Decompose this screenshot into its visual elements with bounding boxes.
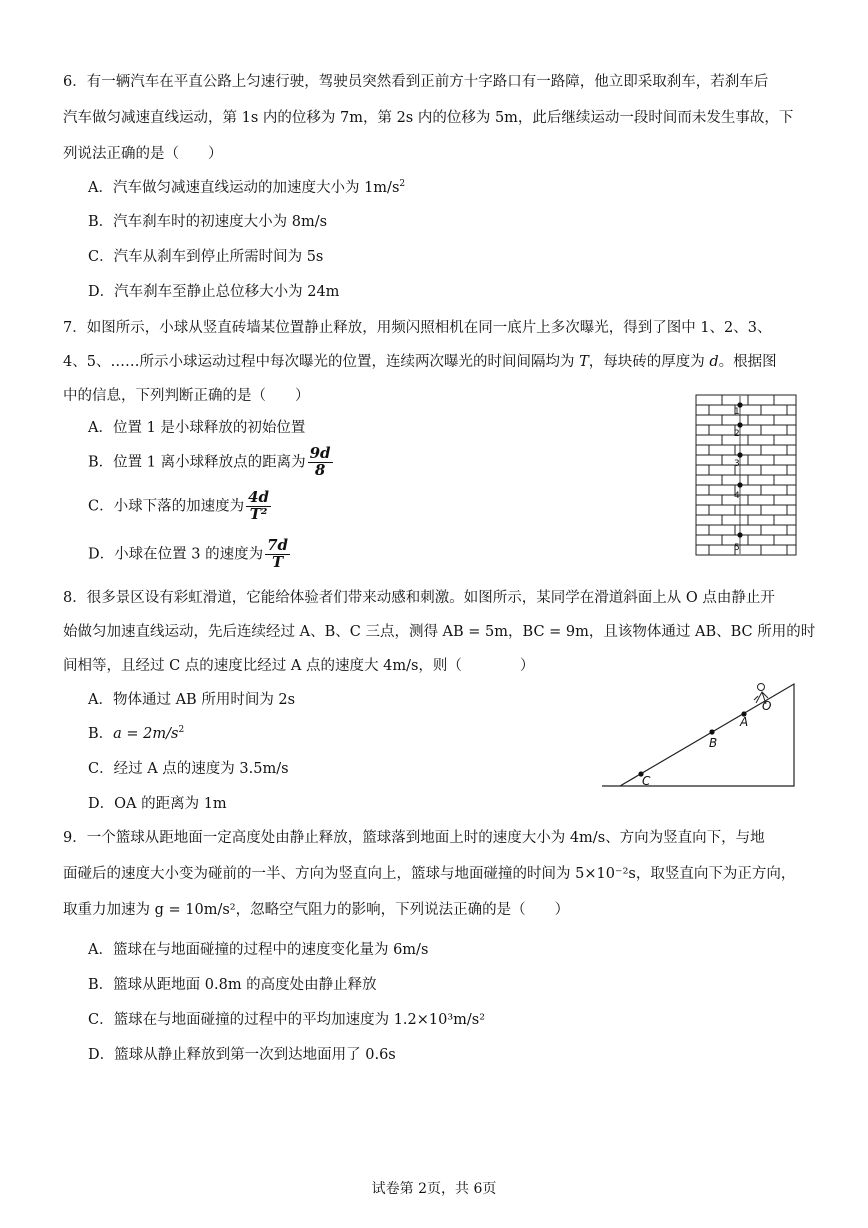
brick: [761, 465, 787, 475]
brick: [774, 535, 796, 545]
brick: [774, 515, 796, 525]
q9-option-c: C．篮球在与地面碰撞的过程中的平均加速度为 1.2×10³m/s²: [88, 1012, 486, 1028]
brick: [774, 415, 796, 425]
ball-position-dot: [737, 482, 742, 487]
brick: [748, 415, 774, 425]
q6-option-d: D．汽车刹车至静止总位移大小为 24m: [88, 284, 340, 300]
brick: [696, 525, 709, 535]
q7-stem-line3: 中的信息，下列判断正确的是（ ）: [63, 388, 310, 404]
position-label-2: 2: [734, 429, 740, 439]
brick: [696, 395, 722, 405]
q9-stem-line2: 面碰后的速度大小变为碰前的一半、方向为竖直向上，篮球与地面碰撞的时间为 5×10⁻²s，取竖直向下为正方向，: [63, 866, 796, 882]
brick: [748, 535, 774, 545]
brick: [748, 495, 774, 505]
brick: [696, 445, 709, 455]
brick: [748, 435, 774, 445]
brick: [787, 445, 796, 455]
q6-option-b: B．汽车刹车时的初速度大小为 8m/s: [88, 214, 328, 230]
q6-stem-line2: 汽车做匀减速直线运动，第 1s 内的位移为 7m，第 2s 内的位移为 5m，此后继续运动一段时间而未发生事故，下: [63, 110, 794, 126]
brick: [787, 505, 796, 515]
brick: [787, 545, 796, 555]
q6-option-a: A．汽车做匀减速直线运动的加速度大小为 $1m/s^2$: [88, 179, 406, 196]
page-footer: 试卷第 2页，共 6页: [371, 1181, 497, 1197]
brick: [696, 465, 709, 475]
brick: [774, 395, 796, 405]
q8-option-b: B．$a = 2m/s^2$: [88, 725, 185, 742]
brick: [709, 525, 735, 535]
position-label-3: 3: [734, 459, 740, 469]
brick: [709, 545, 735, 555]
brick: [774, 495, 796, 505]
brick: [761, 405, 787, 415]
q8-stem-line3: 间相等，且经过 C 点的速度比经过 A 点的速度大 4m/s，则（ ）: [63, 658, 535, 674]
position-label-4: 4: [734, 491, 740, 501]
brick: [761, 425, 787, 435]
brick: [696, 545, 709, 555]
q7-option-c: C．小球下落的加速度为 $\frac{4d}{\text{T²}}$: [88, 488, 270, 523]
brick: [696, 435, 722, 445]
q9-option-a: A．篮球在与地面碰撞的过程中的速度变化量为 6m/s: [88, 942, 429, 958]
q8-option-d: D．OA 的距离为 1m: [88, 796, 227, 812]
brick: [748, 455, 774, 465]
brick: [709, 445, 735, 455]
q7-stem-line2: 4、5、……所示小球运动过程中每次曝光的位置，连续两次曝光的时间间隔均为 T，每块砖的厚度为 d。根据图: [63, 354, 777, 370]
brick: [709, 425, 735, 435]
brick: [761, 545, 787, 555]
brick: [709, 505, 735, 515]
brick: [761, 505, 787, 515]
brick: [696, 495, 722, 505]
brick: [761, 445, 787, 455]
brick: [722, 475, 748, 485]
q8-stem-line2: 始做匀加速直线运动，先后连续经过 A、B、C 三点，测得 AB = 5m，BC = 9m，且该物体通过 AB、BC 所用的时: [63, 624, 816, 640]
brick: [696, 535, 722, 545]
brick: [696, 515, 722, 525]
point-o-label: O: [762, 699, 772, 713]
position-label-5: 5: [734, 543, 740, 553]
brick: [761, 525, 787, 535]
q7-option-d: D．小球在位置 3 的速度为 $\frac{7d}{T}$: [88, 536, 289, 571]
q9-stem-line1: 9．一个篮球从距地面一定高度处由静止释放，篮球落到地面上时的速度大小为 4m/s、方向为竖直向下，与地: [63, 830, 765, 846]
q7-option-a: A．位置 1 是小球释放的初始位置: [88, 420, 306, 436]
slide-incline-figure: [598, 676, 802, 790]
brick: [722, 395, 748, 405]
q8-stem-line1: 8．很多景区设有彩虹滑道，它能给体验者们带来动感和刺激。如图所示，某同学在滑道斜面上从 O 点由静止开: [63, 590, 775, 606]
brick: [761, 485, 787, 495]
brick: [774, 455, 796, 465]
q9-stem-line3: 取重力加速为 g = 10m/s²，忽略空气阻力的影响，下列说法正确的是（ ）: [63, 902, 570, 918]
brick: [722, 515, 748, 525]
brick: [787, 405, 796, 415]
brick: [748, 475, 774, 485]
q8-option-c: C．经过 A 点的速度为 3.5m/s: [88, 761, 289, 777]
brick: [696, 405, 709, 415]
point-a-label: A: [740, 715, 749, 729]
q7-stem-line1: 7．如图所示，小球从竖直砖墙某位置静止释放，用频闪照相机在同一底片上多次曝光，得到了图中 1、2、3、: [63, 320, 772, 336]
point-b-dot: [709, 729, 714, 734]
position-label-1: 1: [734, 407, 740, 417]
q9-option-d: D．篮球从静止释放到第一次到达地面用了 0.6s: [88, 1047, 396, 1063]
brick: [735, 505, 761, 515]
ball-position-dot: [737, 532, 742, 537]
brick: [696, 415, 722, 425]
point-c-label: C: [642, 774, 651, 788]
q6-option-c: C．汽车从刹车到停止所需时间为 5s: [88, 249, 324, 265]
brick: [696, 485, 709, 495]
brick: [696, 425, 709, 435]
brick: [787, 465, 796, 475]
brick: [748, 395, 774, 405]
brick: [696, 475, 722, 485]
q7-option-b: B．位置 1 离小球释放点的距离为 $\frac{9d}{8}$: [88, 444, 331, 479]
ball-position-dot: [737, 452, 742, 457]
point-b-label: B: [709, 736, 718, 750]
brick: [787, 425, 796, 435]
brick: [787, 485, 796, 495]
brick: [774, 435, 796, 445]
brick: [748, 515, 774, 525]
brick-wall-figure: [694, 394, 798, 562]
brick: [696, 505, 709, 515]
q6-stem-line3: 列说法正确的是（ ）: [63, 146, 223, 162]
brick: [696, 455, 722, 465]
brick: [709, 485, 735, 495]
q6-stem-line1: 6．有一辆汽车在平直公路上匀速行驶，驾驶员突然看到正前方十字路口有一路障，他立即采取刹车，若刹车后: [63, 74, 769, 90]
q8-option-a: A．物体通过 AB 所用时间为 2s: [88, 692, 296, 708]
brick: [774, 475, 796, 485]
brick: [787, 525, 796, 535]
q9-option-b: B．篮球从距地面 0.8m 的高度处由静止释放: [88, 977, 377, 993]
ball-position-dot: [737, 422, 742, 427]
brick: [709, 405, 735, 415]
brick: [709, 465, 735, 475]
